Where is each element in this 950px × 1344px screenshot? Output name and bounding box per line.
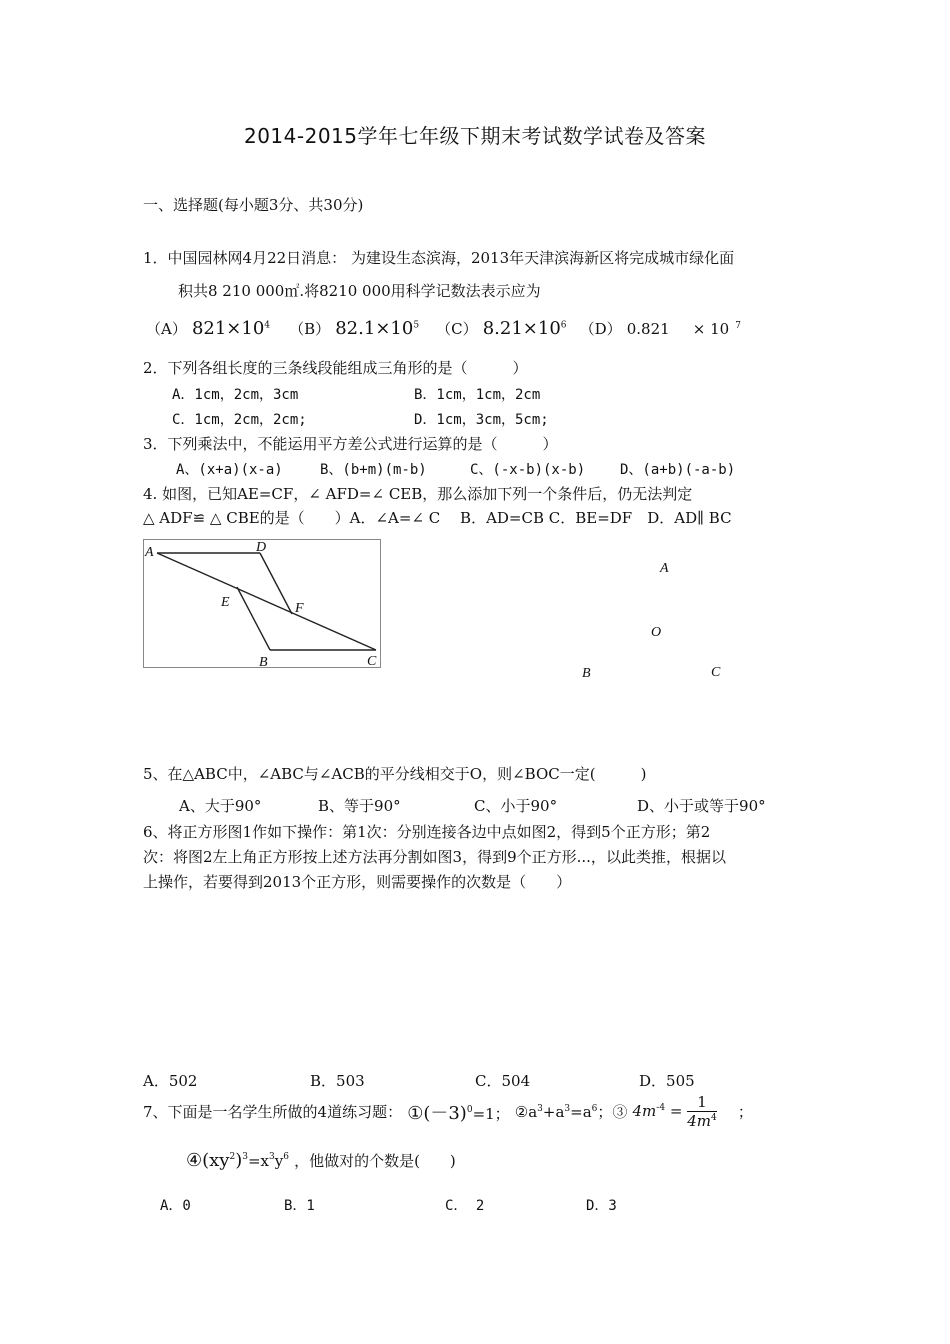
q7-expr-4-eq: =x (247, 1152, 270, 1170)
segment-df (260, 553, 292, 614)
q7-expr-3-lhs: 4m (632, 1101, 657, 1120)
q7-expr-4-close: ) (235, 1150, 243, 1171)
q1-option-a-exp: 4 (264, 320, 271, 331)
q1-option-d: 0.821 (626, 320, 670, 338)
q1-option-c: 8.21×10 (482, 318, 561, 339)
q6-option-b: B．503 (310, 1072, 365, 1090)
q7-expr-2-plus: +a (542, 1103, 565, 1121)
fig-label-c: C (367, 654, 377, 667)
q6-line2: 次：将图2左上角正方形按上述方法再分割如图3，得到9个正方形...，以此类推，根据以 (143, 848, 726, 866)
q1-option-b: 82.1×10 (335, 318, 414, 339)
fig-label-a: A (145, 545, 154, 560)
q7-expr-1-exp: 0 (466, 1104, 473, 1115)
q7-expr-4-exp1: 2 (229, 1152, 236, 1162)
q1-line1: 1．中国园林网4月22日消息： 为建设生态滨海，2013年天津滨海新区将完成城市绿化面 (143, 249, 735, 267)
right-fig-label-a: A (660, 561, 669, 576)
q1-option-a-label: （A） (146, 320, 187, 338)
q1-options (146, 318, 741, 339)
q7-expr-4-exp3: 3 (269, 1152, 275, 1162)
q4-figure (143, 539, 381, 668)
right-fig-label-b: B (582, 666, 591, 681)
q2-option-d: D．1cm，3cm，5cm; (414, 412, 549, 428)
q2-option-c: C．1cm，2cm，2cm; (172, 412, 307, 428)
q7-line1 (143, 1093, 753, 1130)
section-heading: 一、选择题(每小题3分、共30分) (143, 196, 364, 214)
q3-option-a: A、(x+a)(x-a) (176, 462, 283, 478)
q7-expr-4 (186, 1150, 289, 1171)
q1-line2: 积共8 210 000㎡.将8210 000用科学记数法表示应为 (178, 282, 541, 300)
q7-expr-2 (515, 1103, 628, 1121)
q7-expr-2-exp3: 6 (591, 1104, 598, 1114)
q7-line2 (186, 1150, 456, 1171)
q4-geometry-diagram (144, 540, 380, 667)
q7-expr-4-end: ，他做对的个数是( ) (294, 1152, 456, 1170)
q6-option-c: C．504 (475, 1072, 531, 1090)
q2-option-b: B．1cm，1cm，2cm (414, 387, 541, 403)
q7-expr-2-a: ②a (514, 1103, 538, 1121)
q6-line3: 上操作，若要得到2013个正方形，则需要操作的次数是（ ） (143, 873, 572, 891)
q7-expr-2-end: ；③ (597, 1103, 628, 1121)
q6-line1: 6、将正方形图1作如下操作：第1次：分别连接各边中点如图2，得到5个正方形；第2 (143, 823, 711, 841)
fig-label-e: E (221, 595, 230, 610)
q7-expr-4-base: ④(xy (186, 1150, 230, 1171)
q7-expr-3-denominator (687, 1112, 717, 1130)
q5-stem: 5、在△ABC中，∠ABC与∠ACB的平分线相交于O，则∠BOC一定( ) (143, 765, 647, 783)
q7-expr-2-exp2: 3 (564, 1104, 571, 1114)
q5-option-a: A、大于90° (179, 797, 262, 815)
q7-expr-4-y: y (274, 1152, 284, 1170)
q7-expr-3-fraction (687, 1093, 717, 1130)
q7-stem: 7、下面是一名学生所做的4道练习题： (143, 1103, 403, 1121)
segment-ac (157, 553, 376, 650)
q7-expr-1-base: ①(－3) (407, 1102, 467, 1124)
q1-option-a: 821×10 (191, 318, 265, 339)
page-title: 2014-2015学年七年级下期末考试数学试卷及答案 (243, 124, 706, 148)
q7-expr-3 (632, 1093, 717, 1130)
q2-option-a: A．1cm，2cm，3cm (172, 387, 299, 403)
q7-expr-4-exp2: 3 (242, 1152, 248, 1162)
q7-expr-3-end: ； (737, 1103, 753, 1121)
right-fig-label-o: O (651, 625, 662, 640)
q7-option-b: B．1 (284, 1198, 315, 1214)
q1-option-d-exp: 7 (735, 320, 741, 331)
q1-option-d-label: （D） (579, 320, 622, 338)
q7-expr-2-exp1: 3 (537, 1104, 543, 1114)
q1-option-b-label: （B） (289, 320, 331, 338)
q3-option-c: C、(-x-b)(x-b) (470, 462, 586, 478)
q1-option-b-exp: 5 (413, 320, 420, 331)
fig-label-f: F (295, 601, 304, 616)
right-fig-label-c: C (711, 665, 721, 680)
q7-expr-4-exp4: 6 (283, 1152, 289, 1162)
q2-stem: 2．下列各组长度的三条线段能组成三角形的是（ ） (143, 359, 528, 377)
q5-option-b: B、等于90° (318, 797, 401, 815)
q5-option-c: C、小于90° (474, 797, 558, 815)
q7-option-d: D．3 (586, 1198, 617, 1214)
q4-line1: 4. 如图，已知AE=CF，∠ AFD=∠ CEB，那么添加下列一个条件后，仍无法判定 (143, 485, 693, 503)
q7-expr-1 (407, 1103, 510, 1124)
q3-stem: 3．下列乘法中，不能运用平方差公式进行运算的是（ ） (143, 435, 558, 453)
fig-label-d: D (256, 540, 267, 555)
q5-option-d: D、小于或等于90° (637, 797, 766, 815)
q7-expr-3-den-exp: 4 (711, 1113, 717, 1123)
q7-expr-3-den-base: 4m (687, 1112, 711, 1130)
q7-expr-3-exp: -4 (656, 1102, 666, 1113)
q7-option-c: C． 2 (445, 1198, 485, 1214)
q1-option-c-exp: 6 (560, 320, 567, 331)
q7-expr-3-numerator: 1 (687, 1093, 717, 1112)
q1-option-c-label: （C） (436, 320, 478, 338)
fig-label-b: B (259, 655, 268, 667)
q4-line2: △ ADF≌ △ CBE的是（ ）A．∠A=∠ C B．AD=CB C．BE=DF D．AD∥ BC (143, 509, 732, 527)
q3-option-b: B、(b+m)(m-b) (320, 462, 427, 478)
q7-option-a: A．0 (160, 1198, 191, 1214)
q3-option-d: D、(a+b)(-a-b) (620, 462, 736, 478)
q7-expr-2-eq: =a (570, 1103, 592, 1121)
q7-expr-3-eq: = (669, 1101, 683, 1120)
q6-option-d: D．505 (639, 1072, 695, 1090)
q6-option-a: A．502 (143, 1072, 198, 1090)
q1-option-d-times: × 10 (692, 320, 730, 338)
q7-expr-1-tail: =1； (472, 1104, 510, 1123)
